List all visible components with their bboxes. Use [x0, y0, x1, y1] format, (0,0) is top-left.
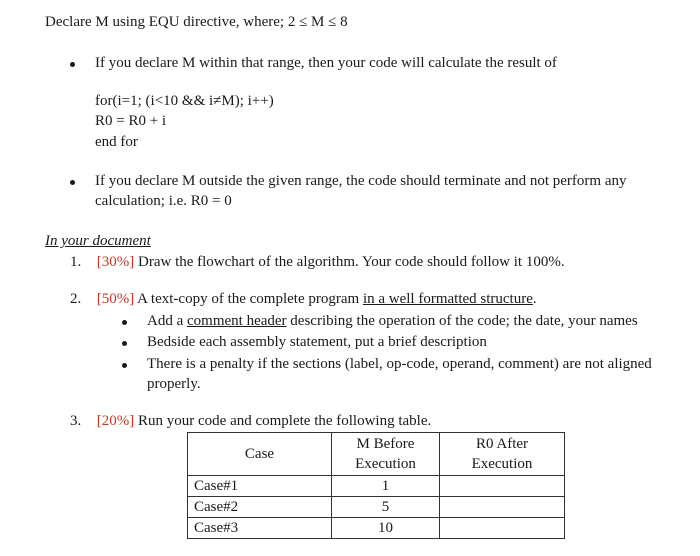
- bullet-icon: [70, 180, 75, 185]
- sub-bullet-1-underlined: comment header: [187, 313, 287, 329]
- bullet-text-2-line-1: If you declare M outside the given range, the code should terminate and not perform any: [95, 173, 627, 189]
- code-line-3: end for: [95, 134, 138, 150]
- header-m-line-2: Execution: [355, 456, 416, 472]
- header-r-line-2: Execution: [471, 456, 533, 472]
- task-text: A text-copy of the complete program: [134, 291, 363, 307]
- sub-bullet-1-pre: Add a: [147, 313, 187, 329]
- code-line-1: for(i=1; (i<10 && i≠M); i++): [95, 93, 274, 109]
- task-3: [70, 413, 431, 430]
- sub-bullet-1-post: describing the operation of the code; the date, your names: [286, 313, 638, 329]
- cell-m: 10: [332, 518, 440, 539]
- cell-r0: [440, 497, 565, 518]
- table-row: [188, 497, 565, 518]
- task-percent: [20%]: [96, 413, 135, 429]
- header-r0-after: [440, 433, 565, 476]
- bullet-icon: [122, 363, 127, 368]
- task-percent: [30%]: [96, 254, 135, 270]
- sub-bullet-1: [147, 313, 638, 330]
- cell-m: 1: [332, 476, 440, 497]
- results-table: [187, 432, 565, 539]
- table-header-row: [188, 433, 565, 476]
- task-number: 1.: [70, 254, 82, 270]
- task-1: [70, 254, 565, 271]
- task-text: Run your code and complete the following table.: [134, 413, 432, 429]
- bullet-text-2-line-2: calculation; i.e. R0 = 0: [95, 193, 232, 209]
- cell-r0: [440, 518, 565, 539]
- sub-bullet-3-line-1: There is a penalty if the sections (label, op-code, operand, comment) are not aligned: [147, 356, 652, 372]
- task-2: [70, 291, 537, 308]
- bullet-icon: [70, 62, 75, 67]
- code-line-2: R0 = R0 + i: [95, 113, 167, 129]
- heading: Declare M using EQU directive, where; 2 ≤ M ≤ 8: [45, 14, 348, 30]
- bullet-icon: [122, 320, 127, 325]
- task-text: Draw the flowchart of the algorithm. Your code should follow it 100%.: [134, 254, 565, 270]
- bullet-text-1: If you declare M within that range, then your code will calculate the result of: [95, 55, 557, 71]
- sub-bullet-3-line-2: properly.: [147, 376, 201, 392]
- bullet-icon: [122, 341, 127, 346]
- task-number: 2.: [70, 291, 82, 307]
- task-text-end: .: [532, 291, 537, 307]
- header-case: Case: [188, 433, 332, 476]
- task-text-underlined: in a well formatted structure: [362, 291, 533, 307]
- cell-m: 5: [332, 497, 440, 518]
- cell-case: Case#1: [188, 476, 332, 497]
- table-row: [188, 518, 565, 539]
- task-number: 3.: [70, 413, 82, 429]
- table-row: [188, 476, 565, 497]
- header-m-before: [332, 433, 440, 476]
- cell-case: Case#3: [188, 518, 332, 539]
- header-r-line-1: R0 After: [475, 436, 529, 452]
- cell-r0: [440, 476, 565, 497]
- sub-bullet-2: Bedside each assembly statement, put a brief description: [147, 334, 487, 350]
- doc-heading: In your document: [45, 233, 151, 249]
- task-percent: [50%]: [96, 291, 135, 307]
- cell-case: Case#2: [188, 497, 332, 518]
- header-m-line-1: M Before: [356, 436, 415, 452]
